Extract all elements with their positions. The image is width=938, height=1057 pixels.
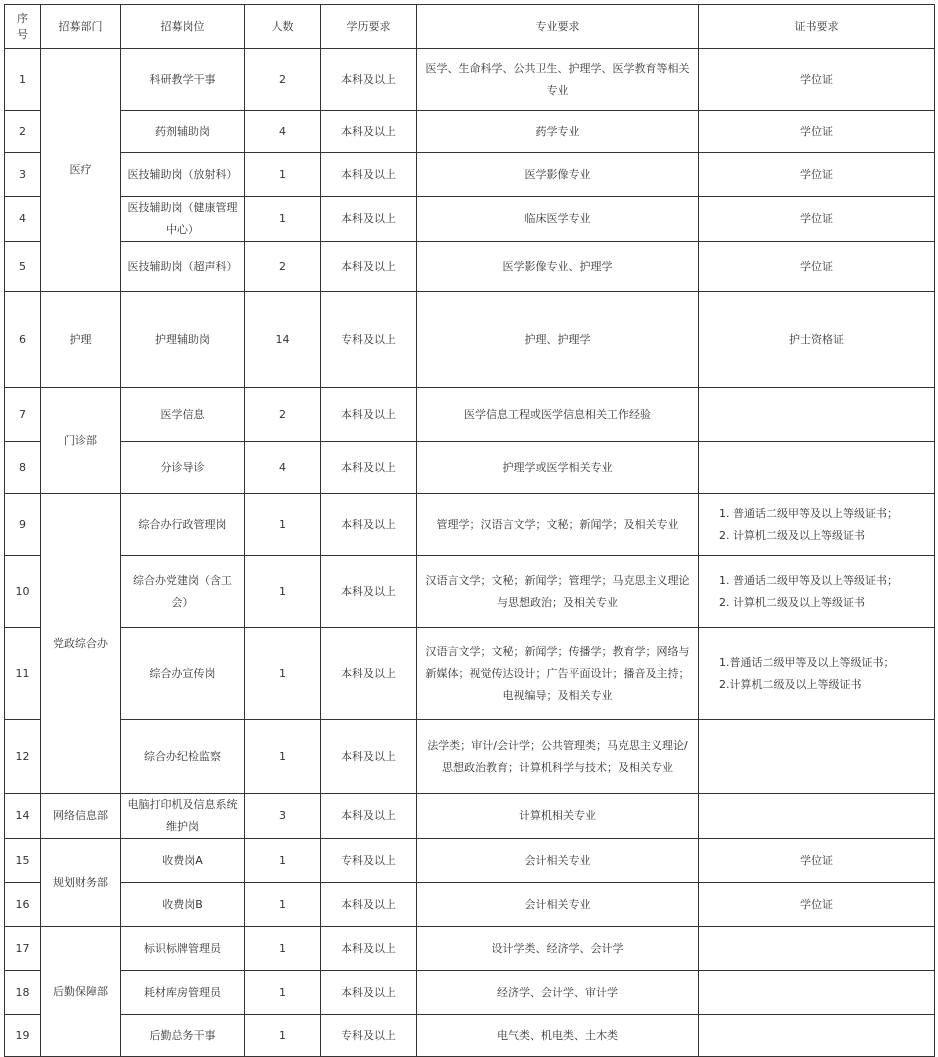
table-row (5, 388, 935, 442)
table-row (5, 49, 935, 111)
header-position: 招募岗位 (121, 5, 245, 49)
row-certificate: 1. 普通话二级甲等及以上等级证书； 2. 计算机二级及以上等级证书 (699, 556, 935, 628)
row-position: 医技辅助岗（放射科） (121, 153, 245, 197)
dept-cell: 医疗 (41, 49, 121, 292)
dept-cell: 门诊部 (41, 388, 121, 494)
dept-cell: 后勤保障部 (41, 927, 121, 1057)
row-major: 医学、生命科学、公共卫生、护理学、医学教育等相关专业 (417, 49, 699, 111)
row-major: 计算机相关专业 (417, 794, 699, 839)
row-count: 1 (245, 628, 321, 720)
row-education: 本科及以上 (321, 628, 417, 720)
row-position: 医技辅助岗（超声科） (121, 242, 245, 292)
row-position: 综合办宣传岗 (121, 628, 245, 720)
row-education: 本科及以上 (321, 883, 417, 927)
recruitment-table (4, 4, 935, 1057)
row-seq: 15 (5, 839, 41, 883)
row-position: 标识标牌管理员 (121, 927, 245, 971)
row-major: 汉语言文学；文秘；新闻学；管理学；马克思主义理论与思想政治；及相关专业 (417, 556, 699, 628)
row-education: 本科及以上 (321, 49, 417, 111)
row-major: 护理学或医学相关专业 (417, 442, 699, 494)
row-major: 会计相关专业 (417, 883, 699, 927)
table-row (5, 242, 935, 292)
row-position: 分诊导诊 (121, 442, 245, 494)
row-certificate (699, 388, 935, 442)
row-position: 综合办行政管理岗 (121, 494, 245, 556)
row-education: 本科及以上 (321, 197, 417, 242)
row-education: 本科及以上 (321, 927, 417, 971)
row-seq: 8 (5, 442, 41, 494)
row-seq: 10 (5, 556, 41, 628)
row-count: 1 (245, 883, 321, 927)
row-position: 医技辅助岗（健康管理中心） (121, 197, 245, 242)
table-row (5, 153, 935, 197)
dept-cell: 党政综合办 (41, 494, 121, 794)
row-certificate: 学位证 (699, 49, 935, 111)
row-seq: 6 (5, 292, 41, 388)
row-certificate: 学位证 (699, 153, 935, 197)
row-certificate (699, 720, 935, 794)
table-row (5, 927, 935, 971)
row-education: 本科及以上 (321, 556, 417, 628)
row-position: 后勤总务干事 (121, 1015, 245, 1057)
row-education: 本科及以上 (321, 442, 417, 494)
row-certificate: 学位证 (699, 111, 935, 153)
header-major: 专业要求 (417, 5, 699, 49)
table-row (5, 1015, 935, 1057)
row-position: 综合办党建岗（含工会） (121, 556, 245, 628)
header-seq: 序 号 (5, 5, 41, 49)
row-seq: 17 (5, 927, 41, 971)
row-count: 1 (245, 1015, 321, 1057)
row-seq: 4 (5, 197, 41, 242)
row-seq: 7 (5, 388, 41, 442)
row-major: 医学信息工程或医学信息相关工作经验 (417, 388, 699, 442)
row-major: 药学专业 (417, 111, 699, 153)
row-certificate (699, 927, 935, 971)
row-major: 法学类；审计/会计学；公共管理类；马克思主义理论/ 思想政治教育；计算机科学与技术；及相关专业 (417, 720, 699, 794)
row-count: 2 (245, 49, 321, 111)
row-seq: 1 (5, 49, 41, 111)
row-education: 本科及以上 (321, 971, 417, 1015)
row-count: 1 (245, 720, 321, 794)
row-education: 本科及以上 (321, 494, 417, 556)
row-seq: 16 (5, 883, 41, 927)
dept-cell: 护理 (41, 292, 121, 388)
table-row (5, 197, 935, 242)
row-position: 收费岗B (121, 883, 245, 927)
row-education: 本科及以上 (321, 720, 417, 794)
row-major: 管理学；汉语言文学；文秘；新闻学；及相关专业 (417, 494, 699, 556)
table-row (5, 292, 935, 388)
row-certificate: 学位证 (699, 242, 935, 292)
row-position: 收费岗A (121, 839, 245, 883)
row-education: 专科及以上 (321, 839, 417, 883)
header-certificate: 证书要求 (699, 5, 935, 49)
table-row (5, 628, 935, 720)
row-major: 护理、护理学 (417, 292, 699, 388)
row-major: 经济学、会计学、审计学 (417, 971, 699, 1015)
table-row (5, 494, 935, 556)
row-count: 1 (245, 153, 321, 197)
row-seq: 2 (5, 111, 41, 153)
row-position: 医学信息 (121, 388, 245, 442)
row-major: 汉语言文学；文秘；新闻学；传播学；教育学；网络与新媒体；视觉传达设计；广告平面设计；播音及主持；电视编导；及相关专业 (417, 628, 699, 720)
row-major: 医学影像专业、护理学 (417, 242, 699, 292)
row-position: 药剂辅助岗 (121, 111, 245, 153)
row-count: 2 (245, 242, 321, 292)
row-count: 4 (245, 111, 321, 153)
row-certificate: 1.普通话二级甲等及以上等级证书； 2.计算机二级及以上等级证书 (699, 628, 935, 720)
row-count: 4 (245, 442, 321, 494)
row-seq: 19 (5, 1015, 41, 1057)
row-major: 临床医学专业 (417, 197, 699, 242)
row-major: 会计相关专业 (417, 839, 699, 883)
row-certificate: 护士资格证 (699, 292, 935, 388)
table-row (5, 442, 935, 494)
row-education: 本科及以上 (321, 794, 417, 839)
row-count: 1 (245, 494, 321, 556)
row-major: 电气类、机电类、土木类 (417, 1015, 699, 1057)
row-certificate: 学位证 (699, 839, 935, 883)
table-row (5, 839, 935, 883)
row-major: 医学影像专业 (417, 153, 699, 197)
row-seq: 3 (5, 153, 41, 197)
row-certificate (699, 794, 935, 839)
header-row (5, 5, 935, 49)
row-count: 1 (245, 927, 321, 971)
table-row (5, 720, 935, 794)
header-dept: 招募部门 (41, 5, 121, 49)
header-education: 学历要求 (321, 5, 417, 49)
header-count: 人数 (245, 5, 321, 49)
row-count: 1 (245, 556, 321, 628)
row-seq: 9 (5, 494, 41, 556)
row-certificate: 学位证 (699, 197, 935, 242)
row-major: 设计学类、经济学、会计学 (417, 927, 699, 971)
row-count: 1 (245, 197, 321, 242)
dept-cell: 网络信息部 (41, 794, 121, 839)
table-row (5, 111, 935, 153)
table-row (5, 556, 935, 628)
dept-cell: 规划财务部 (41, 839, 121, 927)
row-seq: 11 (5, 628, 41, 720)
row-education: 专科及以上 (321, 292, 417, 388)
row-position: 护理辅助岗 (121, 292, 245, 388)
table-row (5, 971, 935, 1015)
row-count: 3 (245, 794, 321, 839)
row-certificate (699, 442, 935, 494)
row-count: 1 (245, 971, 321, 1015)
row-seq: 5 (5, 242, 41, 292)
table-row (5, 794, 935, 839)
row-certificate (699, 971, 935, 1015)
row-position: 综合办纪检监察 (121, 720, 245, 794)
row-education: 本科及以上 (321, 242, 417, 292)
row-education: 本科及以上 (321, 111, 417, 153)
row-certificate (699, 1015, 935, 1057)
row-position: 科研教学干事 (121, 49, 245, 111)
row-count: 1 (245, 839, 321, 883)
row-position: 耗材库房管理员 (121, 971, 245, 1015)
row-seq: 12 (5, 720, 41, 794)
row-position: 电脑打印机及信息系统维护岗 (121, 794, 245, 839)
row-seq: 18 (5, 971, 41, 1015)
row-seq: 14 (5, 794, 41, 839)
row-count: 14 (245, 292, 321, 388)
table-row (5, 883, 935, 927)
row-education: 专科及以上 (321, 1015, 417, 1057)
row-count: 2 (245, 388, 321, 442)
row-certificate: 1. 普通话二级甲等及以上等级证书； 2. 计算机二级及以上等级证书 (699, 494, 935, 556)
row-certificate: 学位证 (699, 883, 935, 927)
row-education: 本科及以上 (321, 388, 417, 442)
row-education: 本科及以上 (321, 153, 417, 197)
